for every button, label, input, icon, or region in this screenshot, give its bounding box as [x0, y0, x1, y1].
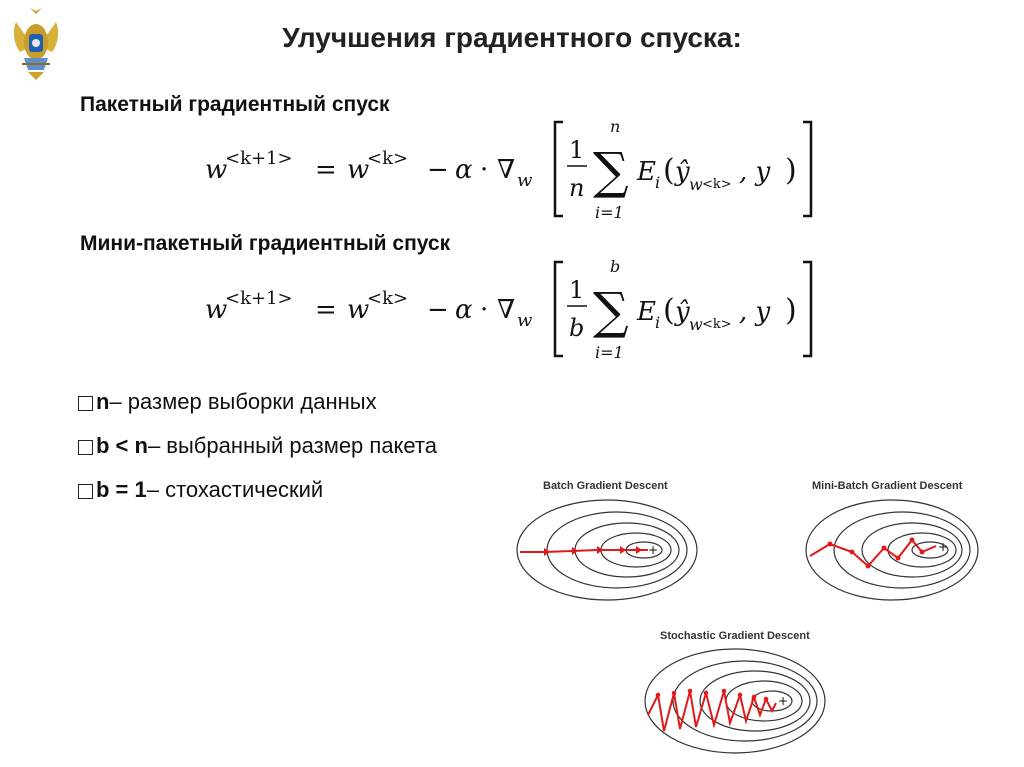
bullet-text: – выбранный размер пакета: [147, 433, 437, 458]
formula-rhs-sup: <k>: [367, 148, 409, 169]
svg-text:α: α: [455, 295, 473, 325]
stochastic-diagram-title: Stochastic Gradient Descent: [660, 630, 810, 642]
checkbox-bullet-icon: [78, 396, 93, 411]
svg-text:, y: , y: [739, 297, 771, 327]
formula-lhs: w: [205, 155, 228, 185]
formula-minus: −: [427, 155, 449, 185]
sum-lower-limit: i=1: [595, 203, 624, 222]
fraction-denominator: b: [569, 314, 585, 342]
stochastic-diagram: [640, 645, 830, 757]
svg-text:(: (: [663, 293, 675, 328]
svg-text:+: +: [778, 694, 789, 708]
formula-nabla-sub: w: [517, 170, 533, 191]
svg-text:w: w: [517, 310, 533, 331]
yhat-sub: w: [689, 175, 703, 194]
batch-formula: [205, 118, 825, 228]
bullet-key: b = 1: [96, 477, 147, 502]
svg-text:+: +: [648, 543, 659, 557]
list-item: [78, 468, 437, 512]
formula-alpha: α: [455, 155, 473, 185]
minibatch-diagram-title: Mini-Batch Gradient Descent: [812, 480, 963, 492]
fraction-numerator: 1: [569, 136, 585, 164]
error-sub: i: [655, 173, 661, 192]
svg-text:<k+1>: <k+1>: [225, 288, 293, 309]
definitions-list: [78, 380, 437, 512]
svg-text:E: E: [637, 297, 656, 327]
svg-text:i: i: [655, 313, 661, 332]
list-item: [78, 380, 437, 424]
svg-text:w: w: [205, 295, 228, 325]
batch-heading: Пакетный градиентный спуск: [80, 93, 390, 116]
svg-text:∑: ∑: [593, 282, 629, 340]
svg-text:w: w: [689, 315, 703, 334]
slide-title: Улучшения градиентного спуска:: [282, 22, 742, 53]
formula-nabla: ∇: [497, 155, 516, 185]
svg-text:+: +: [938, 540, 949, 554]
yhat: ŷ: [675, 157, 690, 187]
bullet-text: – стохастический: [146, 477, 324, 502]
svg-text:<k>: <k>: [702, 317, 732, 332]
minibatch-diagram: [800, 494, 980, 604]
checkbox-bullet-icon: [78, 440, 93, 455]
minibatch-heading: Мини-пакетный градиентный спуск: [80, 232, 451, 255]
svg-text:w: w: [347, 295, 370, 325]
svg-text:): ): [785, 293, 797, 328]
svg-text:(: (: [663, 153, 675, 188]
sum-upper-limit: n: [610, 117, 621, 136]
batch-diagram: [512, 494, 702, 604]
fraction-denominator: n: [569, 174, 585, 202]
formula-rhs-w: w: [347, 155, 370, 185]
sigma-symbol: ∑: [593, 142, 629, 200]
svg-text:): ): [785, 153, 797, 188]
formula-lhs-sup: <k+1>: [225, 148, 293, 169]
svg-text:1: 1: [569, 276, 585, 304]
formula-eq: =: [315, 155, 337, 185]
formula-dot: ·: [480, 155, 489, 185]
svg-text:·: ·: [480, 295, 489, 325]
yhat-subsup: <k>: [702, 177, 732, 192]
bullet-text: – размер выборки данных: [109, 389, 377, 414]
bullet-key: b < n: [96, 433, 148, 458]
svg-text:<k>: <k>: [367, 288, 409, 309]
checkbox-bullet-icon: [78, 484, 93, 499]
svg-text:∇: ∇: [497, 295, 516, 325]
error-E: E: [637, 157, 656, 187]
list-item: [78, 424, 437, 468]
y-var: , y: [739, 157, 771, 187]
sum-upper-limit: b: [610, 257, 621, 276]
batch-diagram-title: Batch Gradient Descent: [543, 480, 668, 492]
svg-text:i=1: i=1: [595, 343, 624, 362]
svg-text:=: =: [315, 295, 337, 325]
minibatch-formula: [205, 258, 825, 368]
svg-text:ŷ: ŷ: [675, 297, 690, 327]
bullet-key: n: [96, 389, 110, 414]
svg-text:−: −: [427, 295, 449, 325]
